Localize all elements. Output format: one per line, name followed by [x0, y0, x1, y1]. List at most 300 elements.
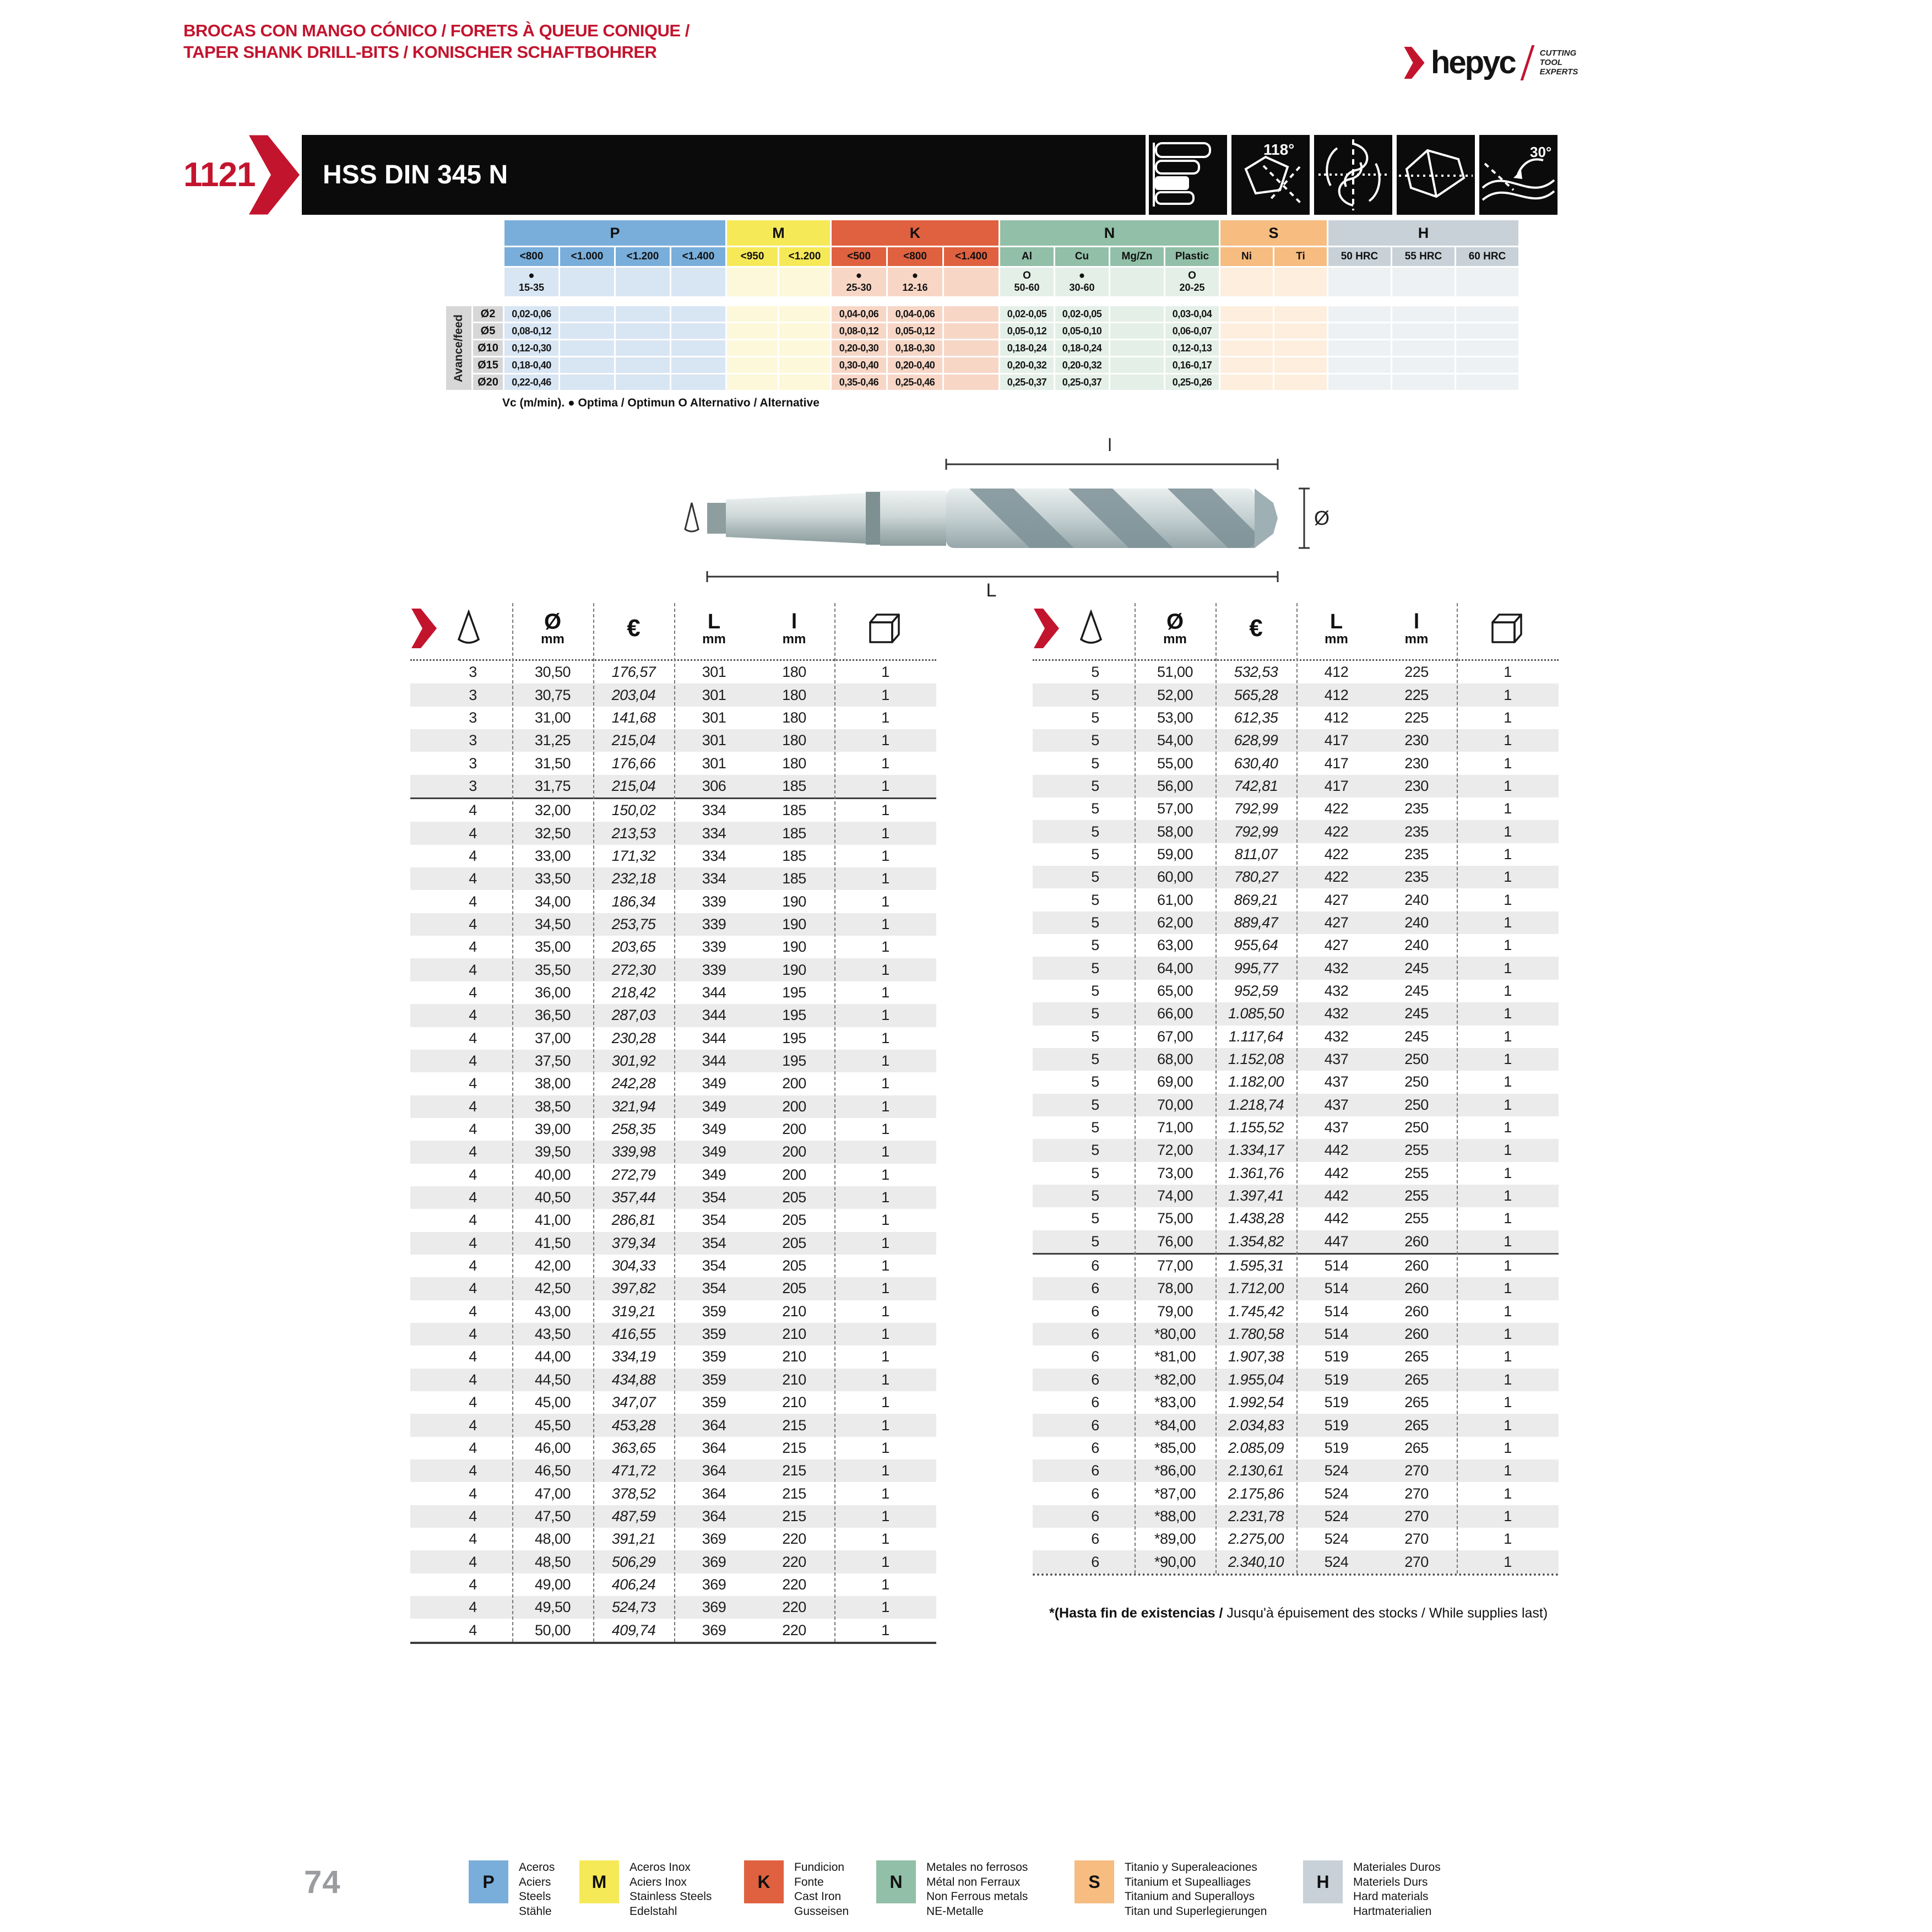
table-row: [410, 1414, 936, 1436]
price-cell: 379,34: [611, 1234, 656, 1251]
table-row: [1033, 1253, 1559, 1277]
vc-cell: [888, 268, 942, 296]
flute-length-cell: 255: [1404, 1187, 1429, 1204]
total-length-cell: 301: [702, 732, 726, 749]
euro-symbol: €: [1249, 615, 1263, 642]
material-name-line: Aciers: [519, 1875, 551, 1888]
qty-cell: 1: [881, 1394, 889, 1411]
material-names: [1353, 1860, 1441, 1919]
total-length-cell: 432: [1324, 1005, 1349, 1022]
qty-cell: 1: [1504, 1257, 1512, 1274]
flute-length-cell: 265: [1404, 1371, 1429, 1388]
price-cell: 1.182,00: [1228, 1073, 1284, 1090]
flute-length-cell: 265: [1404, 1394, 1429, 1411]
qty-cell: 1: [881, 1462, 889, 1479]
table-row: [1033, 1528, 1559, 1550]
feed-cell: 0,25-0,37: [1000, 375, 1054, 390]
price-cell: 319,21: [611, 1303, 656, 1320]
cone-cell: 5: [1091, 755, 1099, 772]
material-subheader: <500: [832, 247, 886, 266]
cone-cell: 4: [469, 1075, 477, 1092]
cone-cell: 5: [1091, 959, 1099, 976]
feed-cell: [1328, 323, 1391, 339]
table-row: [1033, 707, 1559, 729]
table-row: [410, 1505, 936, 1528]
table-row: [410, 890, 936, 913]
feed-cell: [560, 357, 614, 373]
feed-cell: 0,18-0,24: [1055, 340, 1109, 356]
feed-row-label: Ø2: [473, 306, 503, 322]
qty-cell: 1: [881, 1621, 889, 1638]
diameter-cell: *82,00: [1154, 1371, 1196, 1388]
vc-range: 30-60: [1069, 282, 1095, 293]
feed-cell: [671, 357, 725, 373]
price-cell: 287,03: [611, 1007, 656, 1024]
diameter-cell: 30,50: [534, 664, 571, 681]
diameter-unit: mm: [541, 632, 565, 647]
packaging-icon: [1457, 611, 1559, 645]
material-name-line: Cast Iron: [794, 1890, 842, 1903]
cone-cell: 3: [469, 664, 477, 681]
cone-cell: 4: [469, 1189, 477, 1206]
feed-cell: [616, 323, 670, 339]
vc-cell: [1274, 268, 1327, 296]
feed-cell: [944, 340, 998, 356]
price-cell: 230,28: [611, 1029, 656, 1046]
feed-cell: 0,03-0,04: [1165, 306, 1219, 322]
total-length-cell: 339: [702, 938, 726, 956]
table-row: [410, 1391, 936, 1414]
total-length-cell: 432: [1324, 1028, 1349, 1045]
flute-length-cell: 215: [782, 1485, 806, 1502]
total-length-cell: 427: [1324, 937, 1349, 954]
morse-taper-icon: [1078, 610, 1104, 647]
total-length-cell: 422: [1324, 869, 1349, 886]
vc-cell: [727, 268, 778, 296]
total-length-cell: 369: [702, 1576, 726, 1593]
drill-diagram: [683, 438, 1333, 598]
feed-row-label: Ø10: [473, 340, 503, 356]
feed-cell: [1110, 306, 1164, 322]
total-length-cell: 369: [702, 1621, 726, 1638]
material-name-line: NE-Metalle: [926, 1904, 984, 1918]
diameter-cell: 51,00: [1157, 664, 1193, 681]
feed-cell: [1328, 306, 1391, 322]
flute-length-cell: 265: [1404, 1417, 1429, 1434]
diameter-cell: 40,50: [534, 1189, 571, 1206]
diameter-cell: *81,00: [1154, 1348, 1196, 1365]
table-row: [410, 683, 936, 706]
material-group-header: M: [727, 220, 830, 246]
flute-length-cell: 180: [782, 664, 806, 681]
table-row: [1033, 1002, 1559, 1025]
qty-cell: 1: [881, 1303, 889, 1320]
column-separator: [593, 603, 594, 1642]
drill-tang: [707, 503, 726, 534]
price-cell: 1.780,58: [1228, 1326, 1284, 1343]
material-name-line: Fundicion: [794, 1861, 845, 1874]
feed-cell: [1328, 357, 1391, 373]
table-row: [1033, 1323, 1559, 1345]
qty-cell: 1: [881, 938, 889, 956]
cone-cell: 5: [1091, 1233, 1099, 1250]
cone-cell: 5: [1091, 1005, 1099, 1022]
material-name-line: Materiels Durs: [1353, 1875, 1428, 1888]
flute-length-cell: 215: [782, 1417, 806, 1434]
feed-cell: [616, 306, 670, 322]
price-cell: 218,42: [611, 984, 656, 1001]
material-legend-item: [1303, 1860, 1441, 1919]
diameter-cell: 75,00: [1157, 1210, 1193, 1227]
price-table-header: [1033, 598, 1559, 661]
diameter-cell: 63,00: [1157, 937, 1193, 954]
flute-length-cell: 265: [1404, 1439, 1429, 1456]
feed-cell: [1392, 357, 1455, 373]
flute-length-cell: 260: [1404, 1280, 1429, 1297]
cone-cell: 6: [1091, 1417, 1099, 1434]
diameter-cell: 47,50: [534, 1507, 571, 1524]
footnote-bold: *(Hasta fin de existencias /: [1049, 1605, 1223, 1621]
diameter-cell: 60,00: [1157, 869, 1193, 886]
material-names: [629, 1860, 712, 1919]
tagline-line: TOOL: [1539, 58, 1563, 67]
qty-cell: 1: [1504, 959, 1512, 976]
total-length-cell: 354: [702, 1189, 726, 1206]
diameter-cell: 74,00: [1157, 1187, 1193, 1204]
table-row: [410, 797, 936, 822]
vc-range: 12-16: [902, 282, 928, 293]
flute-length-cell: 235: [1404, 800, 1429, 817]
diameter-cell: 45,50: [534, 1417, 571, 1434]
price-cell: 391,21: [611, 1531, 656, 1548]
flute-length-cell: 250: [1404, 1096, 1429, 1113]
flute-length-cell: 235: [1404, 823, 1429, 840]
feed-cell: 0,04-0,06: [888, 306, 942, 322]
material-name-line: Aciers Inox: [629, 1875, 687, 1888]
qty-cell: 1: [881, 1143, 889, 1160]
helix-angle-value: 30°: [1530, 144, 1552, 160]
diameter-cell: 78,00: [1157, 1280, 1193, 1297]
material-subheader: <800: [504, 247, 558, 266]
cone-cell: 6: [1091, 1439, 1099, 1456]
qty-cell: 1: [1504, 1417, 1512, 1434]
material-legend-item: [579, 1860, 712, 1919]
total-length-cell: 344: [702, 1029, 726, 1046]
vc-cell: [1456, 268, 1518, 296]
feed-cell: [727, 357, 778, 373]
table-row: [1033, 1162, 1559, 1185]
cone-cell: 4: [469, 1462, 477, 1479]
feed-cell: [1220, 306, 1273, 322]
price-table-body: [410, 661, 936, 1642]
feed-cell: 0,22-0,46: [504, 375, 558, 390]
table-row: [1033, 1116, 1559, 1139]
table-row: [410, 1482, 936, 1505]
flute-length-cell: 240: [1404, 891, 1429, 908]
qty-cell: 1: [881, 1507, 889, 1524]
total-length-cell: 359: [702, 1326, 726, 1343]
table-row: [410, 1550, 936, 1573]
diameter-cell: 32,00: [534, 802, 571, 819]
cone-cell: 4: [469, 1098, 477, 1115]
total-length-cell: 417: [1324, 732, 1349, 749]
material-name-line: Non Ferrous metals: [926, 1890, 1028, 1903]
L-symbol: L: [1329, 610, 1343, 633]
table-row: [410, 1072, 936, 1095]
total-length-cell: 339: [702, 893, 726, 910]
price-cell: 141,68: [611, 709, 656, 726]
qty-cell: 1: [881, 1348, 889, 1365]
price-cell: 321,94: [611, 1098, 656, 1115]
price-cell: 532,53: [1234, 664, 1278, 681]
brand-wordmark: hepyc: [1431, 45, 1515, 80]
cone-cell: 3: [469, 755, 477, 772]
qty-cell: 1: [881, 1029, 889, 1046]
vc-cell: [1220, 268, 1273, 296]
feed-cell: [1220, 340, 1273, 356]
feed-cell: [779, 357, 830, 373]
total-length-cell: 447: [1324, 1233, 1349, 1250]
table-row: [1033, 775, 1559, 797]
material-subheader: <1.400: [944, 247, 998, 266]
qty-cell: 1: [1504, 1187, 1512, 1204]
total-length-cell: 437: [1324, 1096, 1349, 1113]
diameter-cell: 62,00: [1157, 914, 1193, 931]
cone-cell: 4: [469, 1348, 477, 1365]
price-cell: 1.712,00: [1228, 1280, 1284, 1297]
table-row: [410, 1141, 936, 1163]
cone-cell: 4: [469, 1234, 477, 1251]
cone-cell: 4: [469, 1439, 477, 1456]
cone-cell: 3: [469, 686, 477, 703]
price-cell: 203,04: [611, 686, 656, 703]
qty-cell: 1: [1504, 1531, 1512, 1548]
flute-length-cell: 220: [782, 1621, 806, 1638]
col-header-price: [593, 615, 674, 642]
feed-cell: [1392, 340, 1455, 356]
qty-cell: 1: [881, 1417, 889, 1434]
price-cell: 780,27: [1234, 869, 1278, 886]
diameter-cell: 33,00: [534, 847, 571, 864]
feed-cell: [1456, 323, 1518, 339]
qty-cell: 1: [1504, 891, 1512, 908]
feed-cell: [671, 323, 725, 339]
cone-cell: 4: [469, 984, 477, 1001]
material-name-line: Stainless Steels: [629, 1890, 712, 1903]
qty-cell: 1: [881, 1371, 889, 1388]
diameter-cell: 46,50: [534, 1462, 571, 1479]
brand-chevron-icon: [1403, 47, 1425, 79]
feed-cell: 0,08-0,12: [832, 323, 886, 339]
flute-length-cell: 220: [782, 1599, 806, 1616]
diameter-cell: 48,00: [534, 1531, 571, 1548]
material-subheader: 50 HRC: [1328, 247, 1391, 266]
cone-cell: 3: [469, 709, 477, 726]
diameter-cell: 32,50: [534, 824, 571, 842]
cone-cell: 4: [469, 1531, 477, 1548]
price-cell: 253,75: [611, 915, 656, 932]
qty-cell: 1: [1504, 1280, 1512, 1297]
price-cell: 232,18: [611, 870, 656, 887]
qty-cell: 1: [1504, 1462, 1512, 1479]
table-row: [410, 981, 936, 1004]
qty-cell: 1: [881, 802, 889, 819]
total-length-cell: 359: [702, 1303, 726, 1320]
flute-length-cell: 220: [782, 1576, 806, 1593]
price-cell: 1.354,82: [1228, 1233, 1284, 1250]
table-row: [1033, 1550, 1559, 1573]
flute-length-cell: 205: [782, 1257, 806, 1274]
table-row: [1033, 957, 1559, 979]
material-name-line: Edelstahl: [629, 1904, 677, 1918]
cross-section-icon: [1314, 135, 1392, 215]
feed-cell: [1220, 375, 1273, 390]
price-cell: 272,79: [611, 1166, 656, 1183]
qty-cell: 1: [881, 1234, 889, 1251]
flute-length-cell: 180: [782, 755, 806, 772]
col-header-total-length: [674, 611, 754, 646]
table-row: [1033, 1230, 1559, 1253]
price-cell: 453,28: [611, 1417, 656, 1434]
total-length-cell: 437: [1324, 1119, 1349, 1136]
flute-length-cell: 270: [1404, 1485, 1429, 1502]
table-row: [410, 1573, 936, 1596]
flute-length-cell: 270: [1404, 1462, 1429, 1479]
table-row: [410, 845, 936, 867]
feed-cell: [727, 375, 778, 390]
vc-cell: [944, 268, 998, 296]
diameter-cell: 46,00: [534, 1439, 571, 1456]
diameter-cell: 58,00: [1157, 823, 1193, 840]
diameter-cell: 41,50: [534, 1234, 571, 1251]
cone-cell: 5: [1091, 1051, 1099, 1068]
total-length-cell: 524: [1324, 1553, 1349, 1570]
cutting-parameters-table: [446, 220, 1518, 390]
qty-cell: 1: [881, 1189, 889, 1206]
vc-cell: [832, 268, 886, 296]
flute-length-cell: 260: [1404, 1303, 1429, 1320]
total-length-label: L: [986, 580, 997, 598]
diameter-cell: *89,00: [1154, 1531, 1196, 1548]
qty-cell: 1: [881, 984, 889, 1001]
feed-row-label: Ø20: [473, 375, 503, 390]
price-cell: 334,19: [611, 1348, 656, 1365]
flute-length-cell: 195: [782, 1029, 806, 1046]
feed-cell: [944, 375, 998, 390]
qty-cell: 1: [881, 893, 889, 910]
table-row: [1033, 1207, 1559, 1230]
material-name-line: Métal non Ferraux: [926, 1875, 1021, 1888]
table-row: [1033, 888, 1559, 911]
material-subheader: Plastic: [1165, 247, 1219, 266]
feed-cell: [1274, 357, 1327, 373]
flute-length-cell: 250: [1404, 1073, 1429, 1090]
price-cell: 409,74: [611, 1621, 656, 1638]
diameter-cell: 59,00: [1157, 845, 1193, 862]
feed-cell: [779, 323, 830, 339]
feed-cell: [1456, 306, 1518, 322]
price-cell: 286,81: [611, 1212, 656, 1229]
table-row: [410, 729, 936, 752]
column-separator: [512, 603, 513, 1642]
total-length-cell: 334: [702, 870, 726, 887]
diameter-cell: 77,00: [1157, 1257, 1193, 1274]
flute-length-cell: 245: [1404, 1028, 1429, 1045]
feed-cell: [1274, 340, 1327, 356]
feed-cell: 0,35-0,46: [832, 375, 886, 390]
cone-cell: 6: [1091, 1531, 1099, 1548]
price-cell: 213,53: [611, 824, 656, 842]
feed-cell: [1220, 323, 1273, 339]
table-row: [410, 752, 936, 774]
qty-cell: 1: [881, 1052, 889, 1070]
price-cell: 2.340,10: [1228, 1553, 1284, 1570]
diameter-cell: *87,00: [1154, 1485, 1196, 1502]
cone-cell: 4: [469, 824, 477, 842]
cone-cell: 6: [1091, 1394, 1099, 1411]
price-cell: 506,29: [611, 1553, 656, 1570]
feed-cell: [1328, 375, 1391, 390]
column-separator: [1296, 603, 1298, 1573]
total-length-cell: 339: [702, 961, 726, 978]
flute-length-cell: 235: [1404, 845, 1429, 862]
flute-length-cell: 200: [782, 1075, 806, 1092]
total-length-cell: 349: [702, 1143, 726, 1160]
price-cell: 272,30: [611, 961, 656, 978]
table-row: [1033, 1139, 1559, 1162]
table-row: [1033, 1482, 1559, 1505]
total-length-cell: 514: [1324, 1257, 1349, 1274]
cone-cell: 5: [1091, 777, 1099, 794]
cone-cell: 5: [1091, 1073, 1099, 1090]
diameter-cell: 57,00: [1157, 800, 1193, 817]
qty-cell: 1: [881, 1098, 889, 1115]
title-line-2: TAPER SHANK DRILL-BITS / KONISCHER SCHAFTBOHRER: [183, 42, 657, 62]
cone-cell: 4: [469, 938, 477, 956]
qty-cell: 1: [881, 1007, 889, 1024]
qty-cell: 1: [1504, 1439, 1512, 1456]
table-row: [1033, 1345, 1559, 1368]
cone-cell: 5: [1091, 1142, 1099, 1159]
vc-dot: ●: [855, 270, 862, 281]
price-cell: 1.155,52: [1228, 1119, 1284, 1136]
price-cell: 258,35: [611, 1121, 656, 1138]
diameter-cell: 54,00: [1157, 732, 1193, 749]
feed-cell: [671, 306, 725, 322]
cone-cell: 5: [1091, 982, 1099, 999]
qty-cell: 1: [1504, 1051, 1512, 1068]
total-length-cell: 334: [702, 824, 726, 842]
flute-length-cell: 185: [782, 802, 806, 819]
price-cell: 1.218,74: [1228, 1096, 1284, 1113]
total-length-cell: 432: [1324, 959, 1349, 976]
material-name-line: Titan und Superlegierungen: [1125, 1904, 1267, 1918]
cone-cell: 5: [1091, 1028, 1099, 1045]
table-row: [1033, 1437, 1559, 1459]
morse-taper-icon: [455, 610, 482, 647]
price-cell: 2.275,00: [1228, 1531, 1284, 1548]
material-letter-badge: P: [469, 1860, 508, 1903]
diameter-cell: 35,00: [534, 938, 571, 956]
material-legend-item: [744, 1860, 849, 1919]
price-table-body: [1033, 661, 1559, 1573]
total-length-cell: 344: [702, 1052, 726, 1070]
price-cell: 363,65: [611, 1439, 656, 1456]
material-names: [1125, 1860, 1267, 1919]
flute-length-cell: 210: [782, 1303, 806, 1320]
product-code: 1121: [183, 156, 256, 194]
flute-length-label: l: [1108, 438, 1112, 455]
